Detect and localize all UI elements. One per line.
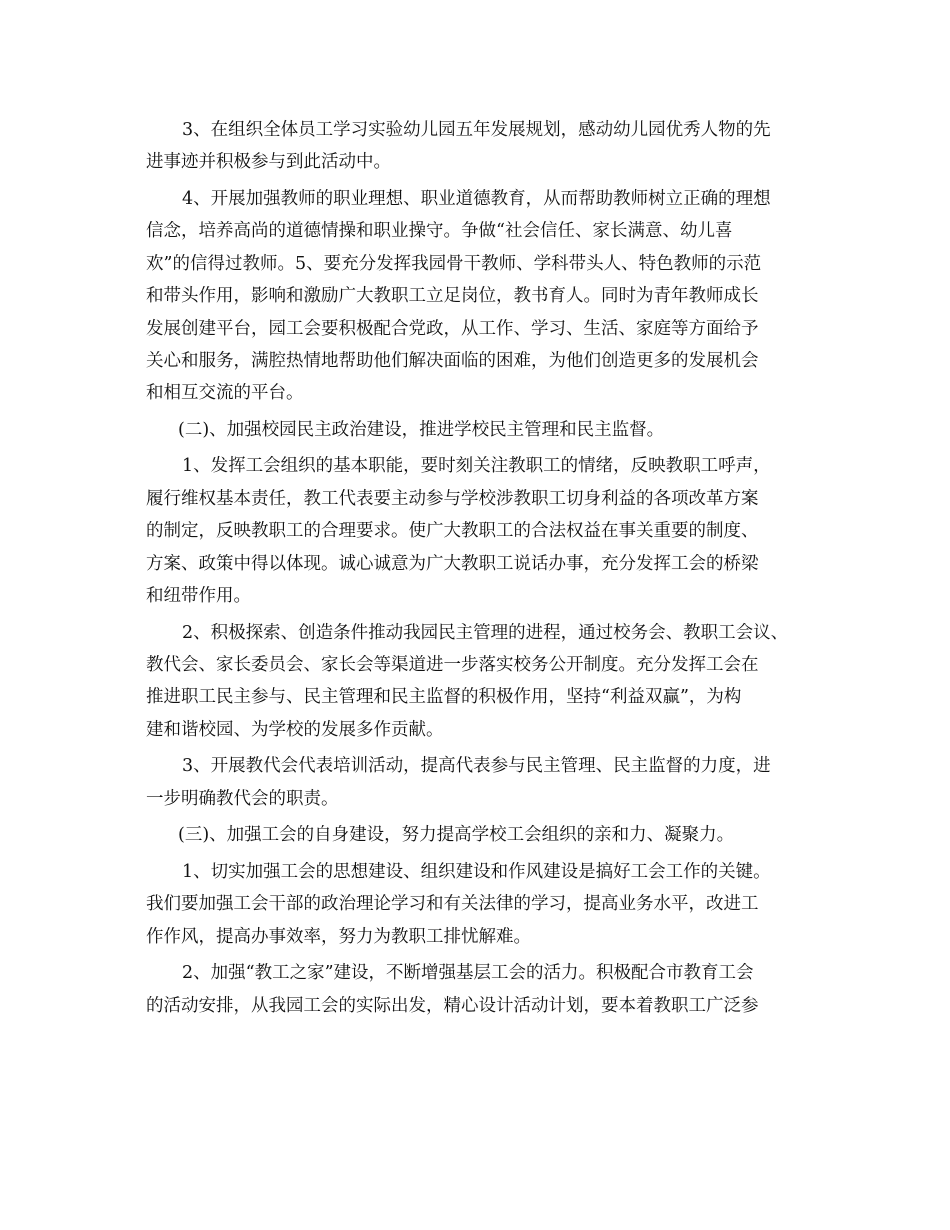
section2-item1-line-2: 履行维权基本责任，教工代表要主动参与学校涉教职工切身利益的各项改革方案: [146, 488, 759, 509]
paragraph-4-line-3: 欢”的信得过教师。5、要充分发挥我园骨干教师、学科带头人、特色教师的示范: [146, 253, 762, 274]
section3-item2-line-1: 2、加强“教工之家”建设，不断增强基层工会的活力。积极配合市教育工会: [182, 963, 754, 984]
paragraph-4-line-1: 4、开展加强教师的职业理想、职业道德教育，从而帮助教师树立正确的理想: [182, 188, 771, 209]
paragraph-4-line-5: 发展创建平台，园工会要积极配合党政，从工作、学习、生活、家庭等方面给予: [146, 318, 759, 339]
section-heading-3: (三)、加强工会的自身建设，努力提高学校工会组织的亲和力、凝聚力。: [178, 825, 735, 846]
section2-item2-line-1: 2、积极探索、创造条件推动我园民主管理的进程，通过校务会、教职工会议、: [182, 622, 789, 643]
section-heading-2: (二)、加强校园民主政治建设，推进学校民主管理和民主监督。: [178, 419, 665, 440]
section2-item1-line-4: 方案、政策中得以体现。诚心诚意为广大教职工说话办事，充分发挥工会的桥梁: [146, 553, 759, 574]
section2-item1-line-5: 和纽带作用。: [146, 586, 251, 607]
section2-item1-line-1: 1、发挥工会组织的基本职能，要时刻关注教职工的情绪，反映教职工呼声，: [182, 456, 771, 477]
paragraph-4-line-4: 和带头作用，影响和激励广大教职工立足岗位，教书育人。同时为青年教师成长: [146, 286, 759, 307]
paragraph-4-line-7: 和相互交流的平台。: [146, 383, 304, 404]
paragraph-3-line-1: 3、在组织全体员工学习实验幼儿园五年发展规划，感动幼儿园优秀人物的先: [182, 120, 771, 140]
paragraph-4-line-6: 关心和服务，满腔热情地帮助他们解决面临的困难，为他们创造更多的发展机会: [146, 350, 759, 371]
section3-item1-line-3: 作作风，提高办事效率，努力为教职工排忧解难。: [146, 926, 531, 947]
section2-item2-line-3: 推进职工民主参与、民主管理和民主监督的积极作用，坚持“利益双赢”，为构: [146, 687, 742, 708]
paragraph-4-line-2: 信念，培养高尚的道德情操和职业操守。争做“社会信任、家长满意、幼儿喜: [146, 221, 733, 242]
section2-item1-line-3: 的制定，反映教职工的合理要求。使广大教职工的合法权益在事关重要的制度、: [146, 521, 759, 542]
document-body: [146, 114, 821, 1022]
section2-item3-line-2: 一步明确教代会的职责。: [146, 788, 339, 809]
section2-item2-line-4: 建和谐校园、为学校的发展多作贡献。: [146, 719, 444, 740]
paragraph-3-line-2: 进事迹并积极参与到此活动中。: [146, 152, 391, 173]
section2-item3-line-1: 3、开展教代会代表培训活动，提高代表参与民主管理、民主监督的力度，进: [182, 756, 771, 777]
section2-item2-line-2: 教代会、家长委员会、家长会等渠道进一步落实校务公开制度。充分发挥工会在: [146, 655, 759, 675]
section3-item2-line-2: 的活动安排，从我园工会的实际出发，精心设计活动计划，要本着教职工广泛参: [146, 995, 759, 1016]
section3-item1-line-1: 1、切实加强工会的思想建设、组织建设和作风建设是搞好工会工作的关键。: [182, 861, 771, 882]
section3-item1-line-2: 我们要加强工会干部的政治理论学习和有关法律的学习，提高业务水平，改进工: [146, 894, 759, 915]
